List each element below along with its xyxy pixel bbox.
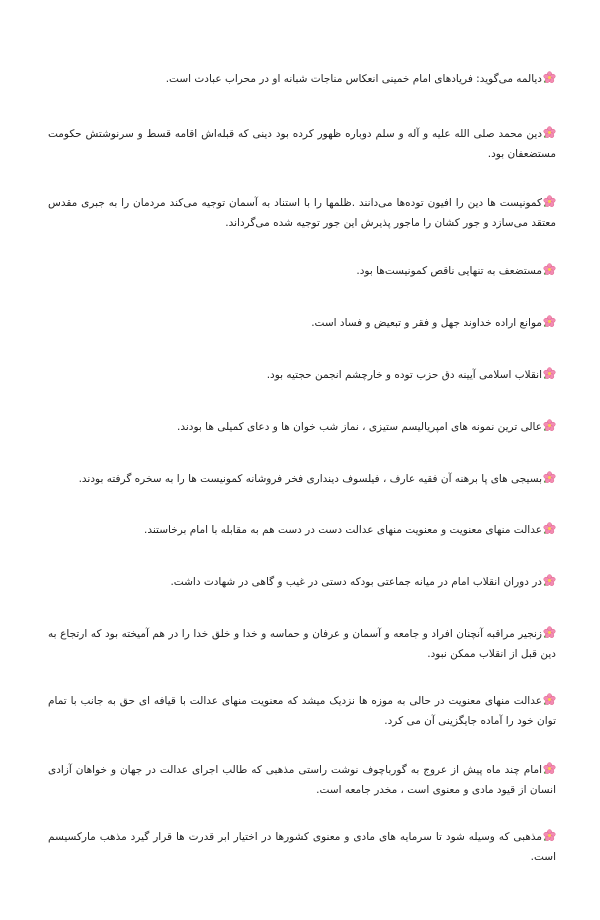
quote-item [48, 624, 556, 664]
quote-text: امام چند ماه پیش از عروج به گورباچوف نوشت راستی مذهبی که طالب اجرای عدالت در جهان و خواهان آزادی انسان از قیود مادی و معنوی است ، مخدر جامعه است. [48, 764, 556, 796]
flower-icon [543, 829, 556, 842]
flower-icon [543, 419, 556, 432]
quote-text: عالی ترین نمونه های امپریالیسم ستیزی ، نماز شب خوان ها و دعای کمیلی ها بودند. [177, 421, 542, 433]
flower-icon [543, 522, 556, 535]
quote-item [48, 124, 556, 164]
flower-icon [543, 315, 556, 328]
quote-item [48, 69, 556, 89]
quote-text: دیالمه می‌گوید: فریادهای امام خمینی انعکاس مناجات شبانه او در محراب عبادت است. [165, 73, 542, 85]
quote-text: موانع اراده خداوند جهل و فقر و تبعیض و فساد است. [311, 317, 542, 329]
quote-text: مذهبی که وسیله شود تا سرمایه های مادی و معنوی کشورها در اختیار ابر قدرت ها قرار گیرد مذهب مارکسیسم است. [48, 831, 556, 863]
quote-text: عدالت منهای معنویت و معنویت منهای عدالت دست در دست هم به مقابله با امام برخاستند. [144, 524, 542, 536]
quote-item [48, 760, 556, 800]
flower-icon [543, 126, 556, 139]
flower-icon [543, 195, 556, 208]
flower-icon [543, 71, 556, 84]
quote-item [48, 691, 556, 731]
quote-item [48, 572, 556, 592]
quote-item [48, 261, 556, 281]
flower-icon [543, 693, 556, 706]
quote-item [48, 469, 556, 489]
quote-item [48, 417, 556, 437]
flower-icon [543, 574, 556, 587]
flower-icon [543, 471, 556, 484]
quote-text: انقلاب اسلامی آیینه دق حزب توده و خارچشم انجمن حجتیه بود. [266, 369, 542, 381]
quote-text: کمونیست ها دین را افیون توده‌ها می‌دانند .ظلمها را با استناد به آسمان توجیه می‌کند مردمان را به جبری مقدس معتقد می‌سازد و جور کشان را ماجور پذیرش این جور توجیه شده می‌گرداند. [48, 197, 556, 229]
flower-icon [543, 367, 556, 380]
quote-text: عدالت منهای معنویت در حالی به موزه ها نزدیک میشد که معنویت منهای عدالت با قیافه ای حق به جانب با تمام توان خود را آماده جایگزینی آن می کرد. [48, 695, 556, 727]
flower-icon [543, 626, 556, 639]
quote-item [48, 365, 556, 385]
quote-item [48, 520, 556, 540]
quote-item [48, 827, 556, 867]
quote-text: مستضعف به تنهایی ناقص کمونیست‌ها بود. [356, 265, 542, 277]
quote-text: بسیجی های پا برهنه آن فقیه عارف ، فیلسوف دینداری فخر فروشانه کمونیست ها را به سخره گرفته بودند. [78, 473, 542, 485]
quote-text: دین محمد صلی الله علیه و آله و سلم دوباره ظهور کرده بود دینی که قبله‌اش اقامه قسط و سرنوشتش حکومت مستضعفان بود. [48, 128, 556, 160]
quote-text: در دوران انقلاب امام در میانه جماعتی بودکه دستی در غیب و گاهی در شهادت داشت. [170, 576, 542, 588]
quote-text: زنجیر مراقبه آنچنان افراد و جامعه و آسمان و عرفان و حماسه و خدا و خلق خدا را در هم آمیخته بود که ارتجاع به دین قبل از انقلاب ممکن نبود. [48, 628, 556, 660]
quote-item [48, 193, 556, 233]
flower-icon [543, 263, 556, 276]
flower-icon [543, 762, 556, 775]
quote-item [48, 313, 556, 333]
